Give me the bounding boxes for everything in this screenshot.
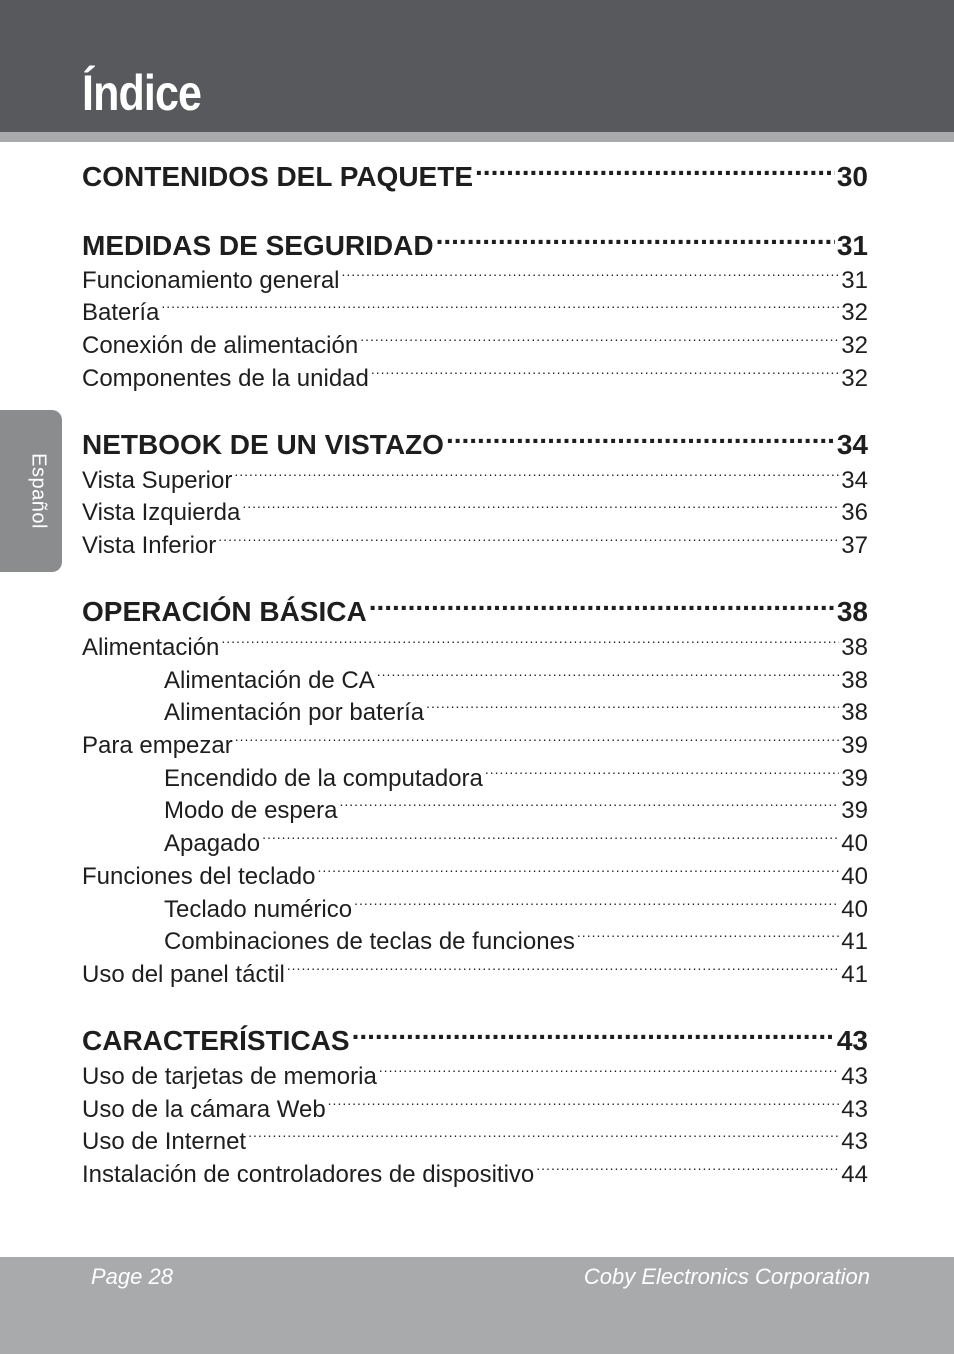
toc-entry-label: Vista Inferior	[82, 532, 217, 559]
toc-entry[interactable]	[82, 893, 868, 926]
toc-entry-label: Alimentación de CA	[164, 667, 375, 694]
toc-leader-dots	[379, 1060, 840, 1084]
toc-entry[interactable]	[82, 1021, 868, 1061]
toc-entry[interactable]	[82, 860, 868, 893]
toc-leader-dots	[287, 958, 840, 982]
toc-leader-dots	[317, 860, 839, 884]
toc-entry-label: MEDIDAS DE SEGURIDAD	[82, 230, 434, 261]
toc-leader-dots	[377, 664, 840, 688]
toc-entry-label: Funciones del teclado	[82, 863, 316, 890]
toc-entry[interactable]	[82, 1060, 868, 1093]
toc-entry[interactable]	[82, 696, 868, 729]
toc-entry[interactable]	[82, 762, 868, 795]
toc-leader-dots	[536, 1158, 839, 1182]
toc-entry[interactable]	[82, 592, 868, 632]
toc-entry-page: 38	[841, 667, 868, 694]
toc-entry[interactable]	[82, 264, 868, 297]
toc-leader-dots	[360, 329, 839, 353]
toc-entry-page: 32	[841, 299, 868, 326]
toc-entry-page: 44	[841, 1161, 868, 1188]
toc-leader-dots	[352, 1022, 835, 1050]
toc-entry[interactable]	[82, 296, 868, 329]
table-of-contents	[82, 0, 868, 1250]
toc-leader-dots	[485, 762, 839, 786]
toc-entry-label: Batería	[82, 299, 160, 326]
toc-entry-page: 34	[841, 467, 868, 494]
toc-leader-dots	[242, 496, 839, 520]
toc-leader-dots	[161, 296, 839, 320]
toc-entry-page: 31	[836, 230, 868, 261]
toc-entry-label: Uso de la cámara Web	[82, 1096, 326, 1123]
toc-entry-label: Encendido de la computadora	[164, 765, 483, 792]
toc-entry-page: 43	[841, 1096, 868, 1123]
toc-entry[interactable]	[82, 1125, 868, 1158]
toc-entry-page: 34	[836, 429, 868, 460]
toc-entry[interactable]	[82, 729, 868, 762]
toc-leader-dots	[218, 529, 839, 553]
page-title: Índice	[82, 65, 202, 121]
toc-leader-dots	[577, 925, 839, 949]
toc-leader-dots	[342, 264, 840, 288]
toc-entry[interactable]	[82, 425, 868, 465]
toc-leader-dots	[262, 827, 839, 851]
toc-entry-page: 37	[841, 532, 868, 559]
toc-entry-page: 43	[841, 1128, 868, 1155]
toc-entry-label: Componentes de la unidad	[82, 365, 369, 392]
toc-entry-page: 41	[841, 928, 868, 955]
toc-entry[interactable]	[82, 1093, 868, 1126]
toc-entry-label: Apagado	[164, 830, 261, 857]
toc-entry-label: CONTENIDOS DEL PAQUETE	[82, 161, 474, 192]
toc-leader-dots	[446, 426, 835, 454]
toc-entry-page: 40	[841, 896, 868, 923]
toc-leader-dots	[369, 593, 835, 621]
toc-entry-label: Uso de Internet	[82, 1128, 247, 1155]
toc-leader-dots	[248, 1125, 839, 1149]
toc-entry-label: Funcionamiento general	[82, 267, 340, 294]
toc-leader-dots	[235, 729, 840, 753]
toc-entry-page: 43	[841, 1063, 868, 1090]
toc-entry-label: Combinaciones de teclas de funciones	[164, 928, 575, 955]
toc-leader-dots	[234, 464, 839, 488]
toc-entry-label: Instalación de controladores de dispositivo	[82, 1161, 535, 1188]
toc-entry[interactable]	[82, 329, 868, 362]
footer-company-name: Coby Electronics Corporation	[583, 1264, 870, 1289]
toc-leader-dots	[426, 696, 839, 720]
toc-leader-dots	[328, 1093, 840, 1117]
toc-entry-page: 40	[841, 863, 868, 890]
toc-entry[interactable]	[82, 664, 868, 697]
toc-entry[interactable]	[82, 529, 868, 562]
toc-entry-page: 38	[836, 596, 868, 627]
toc-entry-label: Conexión de alimentación	[82, 332, 359, 359]
toc-entry[interactable]	[82, 226, 868, 266]
toc-entry-page: 32	[841, 365, 868, 392]
toc-entry[interactable]	[82, 496, 868, 529]
toc-entry-label: Vista Izquierda	[82, 499, 241, 526]
toc-entry-page: 39	[841, 732, 868, 759]
toc-entry[interactable]	[82, 794, 868, 827]
toc-entry-label: Alimentación	[82, 634, 220, 661]
toc-leader-dots	[371, 362, 839, 386]
toc-entry-page: 36	[841, 499, 868, 526]
toc-entry[interactable]	[82, 464, 868, 497]
language-tab-label: Español	[27, 453, 50, 529]
toc-leader-dots	[436, 227, 835, 255]
toc-entry-page: 41	[841, 961, 868, 988]
toc-entry[interactable]	[82, 958, 868, 991]
toc-entry-page: 31	[841, 267, 868, 294]
toc-entry[interactable]	[82, 1158, 868, 1191]
toc-entry[interactable]	[82, 631, 868, 664]
toc-entry-label: Vista Superior	[82, 467, 233, 494]
toc-leader-dots	[475, 158, 835, 186]
toc-entry[interactable]	[82, 157, 868, 197]
toc-entry-label: Uso del panel táctil	[82, 961, 285, 988]
toc-entry[interactable]	[82, 827, 868, 860]
toc-entry-label: Alimentación por batería	[164, 699, 425, 726]
toc-entry-label: Modo de espera	[164, 797, 338, 824]
toc-entry-page: 39	[841, 765, 868, 792]
toc-leader-dots	[354, 893, 839, 917]
toc-entry-page: 32	[841, 332, 868, 359]
toc-entry[interactable]	[82, 362, 868, 395]
toc-leader-dots	[221, 631, 839, 655]
toc-entry-page: 40	[841, 830, 868, 857]
toc-entry-label: NETBOOK DE UN VISTAZO	[82, 429, 444, 460]
toc-entry-page: 30	[836, 161, 868, 192]
toc-entry-page: 38	[841, 699, 868, 726]
toc-entry-label: OPERACIÓN BÁSICA	[82, 596, 367, 627]
toc-entry-page: 38	[841, 634, 868, 661]
toc-leader-dots	[339, 794, 839, 818]
footer-page-number: Page 28	[91, 1264, 173, 1289]
toc-entry-label: Para empezar	[82, 732, 233, 759]
toc-entry-label: Uso de tarjetas de memoria	[82, 1063, 377, 1090]
toc-entry-label: CARACTERÍSTICAS	[82, 1025, 350, 1056]
toc-entry-label: Teclado numérico	[164, 896, 353, 923]
toc-entry[interactable]	[82, 925, 868, 958]
toc-entry-page: 39	[841, 797, 868, 824]
toc-entry-page: 43	[836, 1025, 868, 1056]
